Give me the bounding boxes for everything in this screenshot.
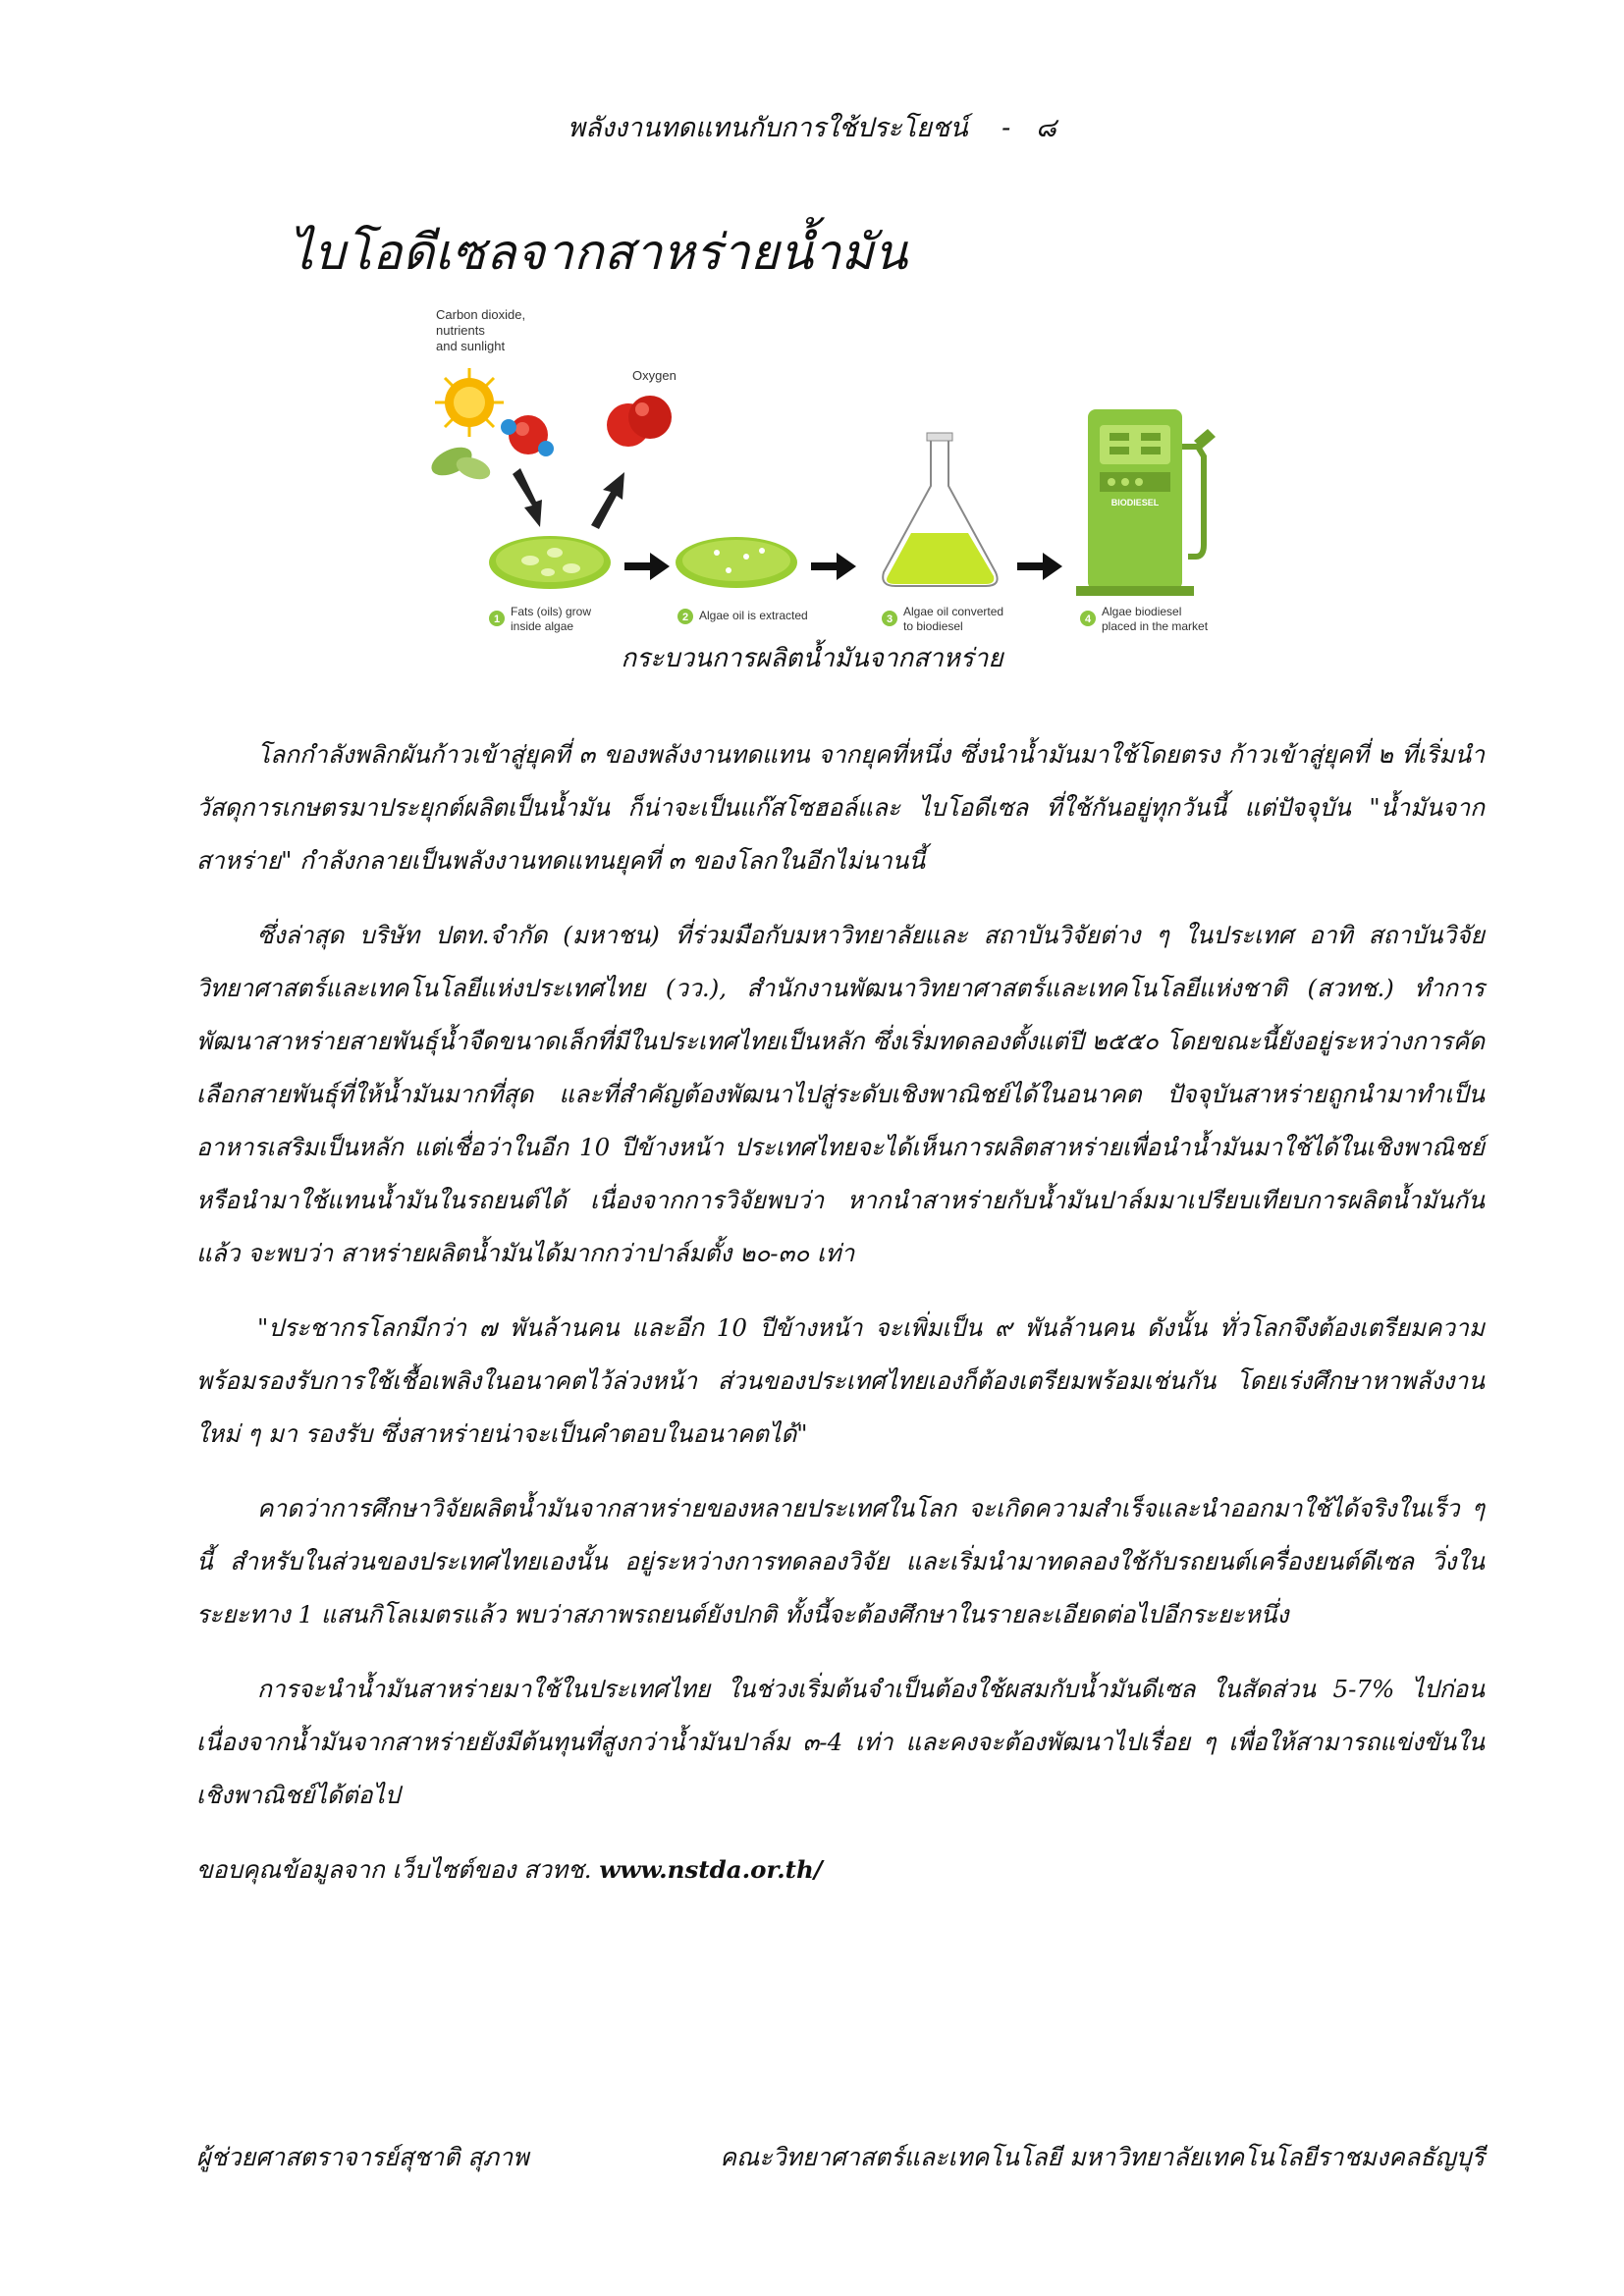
step-1-line-2: inside algae (511, 619, 574, 633)
algae-cell-2-icon (676, 537, 797, 588)
arrow-up-icon (591, 472, 624, 529)
step-2-label (677, 609, 808, 624)
source-link[interactable]: www.nstda.or.th/ (599, 1855, 823, 1884)
algae-cell-1-icon (489, 536, 611, 589)
step-3-line-1: Algae oil converted (903, 605, 1004, 618)
arrow-right-icon (811, 553, 856, 580)
sun-icon (435, 368, 504, 437)
paragraph-3: "ประชากรโลกมีกว่า ๗ พันล้านคน และอีก 10 ปีข้างหน้า จะเพิ่มเป็น ๙ พันล้านคน ดังนั้น ทั่วโลกจึงต้องเตรียมความพร้อมรองรับการใช้เชื้อเพลิงในอนาคตไว้ล่วงหน้า ส่วนของประเทศไทยเองก็ต้องเตรียมพร้อมเช่นกัน โดยเร่งศึกษาหาพลังงานใหม่ ๆ มา รองรับ ซึ่งสาหร่ายน่าจะเป็นคำตอบในอนาคตได้" (196, 1313, 1485, 1448)
input-label-line-3: and sunlight (436, 339, 506, 353)
step-1-label (489, 605, 591, 633)
article-title: ไบโอดีเซลจากสาหร่ายน้ำมัน (289, 224, 908, 281)
step-4-label (1080, 605, 1209, 633)
footer-institution: คณะวิทยาศาสตร์และเทคโนโลยี มหาวิทยาลัยเทคโนโลยีราชมงคลธัญบุรี (720, 2143, 1485, 2171)
page-footer (196, 2138, 1485, 2177)
step-4-line-2: placed in the market (1102, 619, 1209, 633)
page-number: ๘ (1035, 113, 1056, 143)
header-separator: - (1001, 113, 1011, 143)
arrow-down-icon (513, 468, 542, 527)
step-3-label (882, 605, 1003, 633)
input-label-line-2: nutrients (436, 323, 485, 338)
header-text: พลังงานทดแทนกับการใช้ประโยชน์ (568, 113, 968, 143)
article-body (196, 728, 1485, 1918)
footer-author: ผู้ช่วยศาสตราจารย์สุชาติ สุภาพ (196, 2143, 529, 2171)
arrow-right-icon (624, 553, 670, 580)
paragraph-4: คาดว่าการศึกษาวิจัยผลิตน้ำมันจากสาหร่ายของหลายประเทศในโลก จะเกิดความสำเร็จและนำออกมาใช้ได้จริงในเร็ว ๆ นี้ สำหรับในส่วนของประเทศไทยเองนั้น อยู่ระหว่างการทดลองวิจัย และเริ่มนำมาทดลองใช้กับรถยนต์เครื่องยนต์ดีเซล วิ่งในระยะทาง 1 แสนกิโลเมตรแล้ว พบว่าสภาพรถยนต์ยังปกติ ทั้งนี้จะต้องศึกษาในรายละเอียดต่อไปอีกระยะหนึ่ง (196, 1494, 1485, 1629)
paragraph-5: การจะนำน้ำมันสาหร่ายมาใช้ในประเทศไทย ในช่วงเริ่มต้นจำเป็นต้องใช้ผสมกับน้ำมันดีเซล ในสัดส่วน 5-7% ไปก่อน เนื่องจากน้ำมันจากสาหร่ายยังมีต้นทุนที่สูงกว่าน้ำมันปาล์ม ๓-4 เท่า และคงจะต้องพัฒนาไปเรื่อย ๆ เพื่อให้สามารถแข่งขันในเชิงพาณิชย์ได้ต่อไป (196, 1675, 1485, 1809)
input-label-line-1: Carbon dioxide, (436, 307, 526, 322)
arrow-right-icon (1017, 553, 1062, 580)
step-1-line-1: Fats (oils) grow (511, 605, 592, 618)
page-header (0, 106, 1624, 148)
oxygen-molecule-icon (607, 396, 672, 447)
step-2-number: 2 (681, 612, 689, 623)
flask-icon (883, 433, 997, 586)
leaf-icon (427, 442, 493, 484)
pump-label: BIODIESEL (1110, 498, 1160, 507)
output-label: Oxygen (632, 368, 677, 383)
step-2-line-1: Algae oil is extracted (699, 609, 808, 622)
credit-text: ขอบคุณข้อมูลจาก เว็บไซต์ของ สวทช. (196, 1855, 592, 1884)
step-3-number: 3 (886, 614, 893, 625)
figure-caption: กระบวนการผลิตน้ำมันจากสาหร่าย (621, 644, 1003, 673)
step-1-number: 1 (493, 614, 501, 625)
co2-molecule-icon (501, 415, 554, 456)
algae-biodiesel-process-diagram (422, 299, 1257, 633)
step-3-line-2: to biodiesel (903, 619, 963, 633)
step-4-number: 4 (1084, 614, 1092, 625)
step-4-line-1: Algae biodiesel (1102, 605, 1182, 618)
paragraph-1: โลกกำลังพลิกผันก้าวเข้าสู่ยุคที่ ๓ ของพลังงานทดแทน จากยุคที่หนึ่ง ซึ่งนำน้ำมันมาใช้โดยตรง ก้าวเข้าสู่ยุคที่ ๒ ที่เริ่มนำวัสดุการเกษตรมาประยุกต์ผลิตเป็นน้ำมัน ก็น่าจะเป็นแก๊สโซฮอล์และ ไบโอดีเซล ที่ใช้กันอยู่ทุกวันนี้ แต่ปัจจุบัน "น้ำมันจากสาหร่าย" กำลังกลายเป็นพลังงานทดแทนยุคที่ ๓ ของโลกในอีกไม่นานนี้ (196, 740, 1485, 875)
biodiesel-pump-icon (1076, 409, 1216, 596)
credit-line (196, 1843, 1485, 1896)
paragraph-2: ซึ่งล่าสุด บริษัท ปตท.จำกัด (มหาชน) ที่ร่วมมือกับมหาวิทยาลัยและ สถาบันวิจัยต่าง ๆ ในประเทศ อาทิ สถาบันวิจัยวิทยาศาสตร์และเทคโนโลยีแห่งประเทศไทย (วว.), สำนักงานพัฒนาวิทยาศาสตร์และเทคโนโลยีแห่งชาติ (สวทช.) ทำการพัฒนาสาหร่ายสายพันธุ์น้ำจืดขนาดเล็กที่มีในประเทศไทยเป็นหลัก ซึ่งเริ่มทดลองตั้งแต่ปี ๒๕๕๐ โดยขณะนี้ยังอยู่ระหว่างการคัดเลือกสายพันธุ์ที่ให้น้ำมันมากที่สุด และที่สำคัญต้องพัฒนาไปสู่ระดับเชิงพาณิชย์ได้ในอนาคต ปัจจุบันสาหร่ายถูกนำมาทำเป็นอาหารเสริมเป็นหลัก แต่เชื่อว่าในอีก 10 ปีข้างหน้า ประเทศไทยจะได้เห็นการผลิตสาหร่ายเพื่อนำน้ำมันมาใช้ได้ในเชิงพาณิชย์ หรือนำมาใช้แทนน้ำมันในรถยนต์ได้ เนื่องจากการวิจัยพบว่า หากนำสาหร่ายกับน้ำมันปาล์มมาเปรียบเทียบการผลิตน้ำมันกันแล้ว จะพบว่า สาหร่ายผลิตน้ำมันได้มากกว่าปาล์มตั้ง ๒๐-๓๐ เท่า (196, 921, 1485, 1267)
